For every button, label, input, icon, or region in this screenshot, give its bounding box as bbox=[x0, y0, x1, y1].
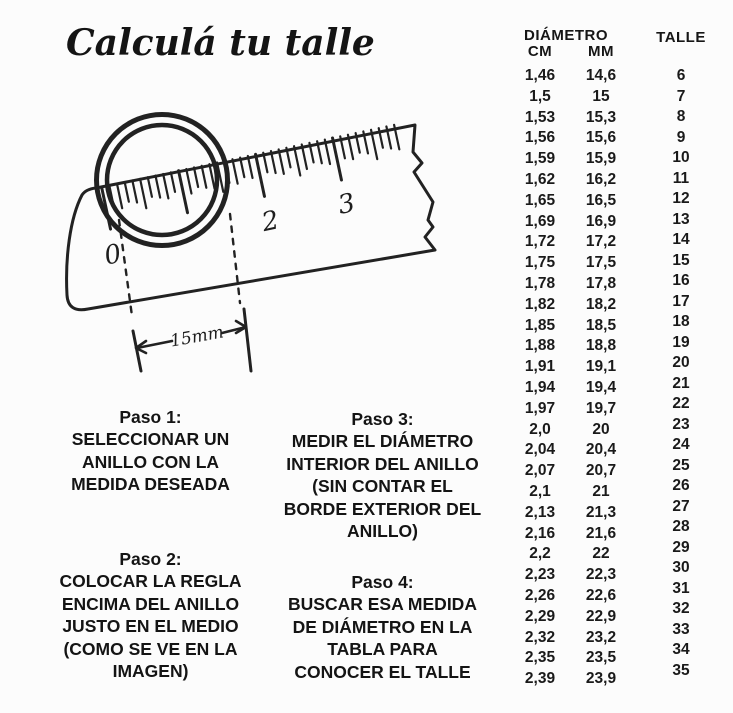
talle-value: 13 bbox=[672, 210, 690, 228]
mm-value: 18,5 bbox=[585, 316, 617, 334]
step-2-line: ENCIMA DEL ANILLO bbox=[61, 593, 240, 614]
cm-value: 1,78 bbox=[524, 274, 556, 292]
step-3-line: BORDE EXTERIOR DEL bbox=[283, 498, 482, 519]
talle-value: 12 bbox=[672, 190, 690, 207]
mm-value: 15,3 bbox=[585, 108, 617, 126]
step-3-line: INTERIOR DEL ANILLO bbox=[286, 453, 479, 474]
mm-value: 17,2 bbox=[585, 233, 617, 251]
mm-value: 15,6 bbox=[585, 129, 617, 147]
mm-value: 16,5 bbox=[585, 191, 617, 209]
talle-value: 9 bbox=[676, 128, 686, 146]
talle-value: 14 bbox=[672, 231, 690, 248]
cm-value: 2,26 bbox=[524, 586, 556, 604]
cm-value: 2,07 bbox=[524, 462, 556, 480]
talle-value: 19 bbox=[672, 333, 690, 351]
talle-value: 7 bbox=[676, 87, 686, 105]
talle-rows bbox=[625, 66, 733, 681]
mm-value: 22,6 bbox=[585, 586, 617, 604]
talle-value: 31 bbox=[672, 579, 690, 597]
mm-value: 18,2 bbox=[585, 295, 617, 313]
step-4-line: CONOCER EL TALLE bbox=[294, 661, 471, 682]
mm-value: 20 bbox=[592, 420, 610, 438]
cm-value: 1,94 bbox=[524, 378, 556, 396]
mm-value: 17,5 bbox=[585, 254, 617, 272]
talle-value: 28 bbox=[672, 518, 690, 535]
measure-bar-right bbox=[244, 309, 251, 371]
talle-value: 18 bbox=[672, 313, 690, 330]
table-header-talle: TALLE bbox=[656, 29, 706, 46]
mm-value: 22,3 bbox=[585, 566, 617, 584]
cm-value: 2,16 bbox=[524, 524, 556, 542]
ruler-number-2: 2 bbox=[259, 205, 282, 239]
step-4-heading: Paso 4: bbox=[351, 572, 414, 592]
table-header-cm: CM bbox=[527, 43, 553, 60]
talle-value: 25 bbox=[672, 456, 690, 474]
table-header-mm: MM bbox=[588, 43, 614, 60]
cm-value: 2,04 bbox=[524, 441, 556, 459]
talle-value: 20 bbox=[672, 354, 690, 371]
table-subheaders bbox=[505, 43, 627, 60]
step-4-line: TABLA PARA bbox=[327, 639, 438, 660]
cm-value: 1,46 bbox=[524, 67, 556, 84]
cm-value: 1,72 bbox=[524, 233, 556, 251]
step-3-heading: Paso 3: bbox=[351, 409, 414, 429]
step-4-line: DE DIÁMETRO EN LA bbox=[292, 616, 473, 637]
step-1-line: SELECCIONAR UN bbox=[71, 429, 230, 450]
step-3-line: (SIN CONTAR EL bbox=[312, 476, 453, 497]
measure-label: 15mm bbox=[168, 322, 226, 352]
mm-value: 21 bbox=[592, 482, 610, 500]
step-3-line: ANILLO) bbox=[347, 521, 418, 542]
cm-value: 1,88 bbox=[524, 337, 556, 355]
cm-value: 2,29 bbox=[524, 607, 556, 625]
cm-value: 1,82 bbox=[524, 295, 556, 313]
talle-value: 16 bbox=[672, 272, 690, 289]
ruler-number-3: 3 bbox=[335, 188, 358, 221]
step-3 bbox=[260, 408, 505, 542]
cm-value: 2,0 bbox=[529, 420, 551, 438]
mm-value: 23,5 bbox=[585, 649, 617, 667]
step-1-heading: Paso 1: bbox=[119, 407, 182, 427]
talle-value: 10 bbox=[672, 149, 690, 166]
mm-value: 20,4 bbox=[585, 441, 617, 459]
talle-value: 6 bbox=[676, 67, 686, 84]
mm-value: 23,9 bbox=[585, 670, 617, 688]
cm-value: 1,75 bbox=[524, 254, 556, 272]
talle-value: 15 bbox=[672, 251, 690, 269]
step-1 bbox=[28, 406, 273, 496]
talle-value: 26 bbox=[672, 477, 690, 494]
step-1-line: ANILLO CON LA bbox=[81, 451, 220, 472]
step-3-line: MEDIR EL DIÁMETRO bbox=[291, 431, 474, 452]
step-4 bbox=[260, 571, 505, 683]
mm-value: 19,4 bbox=[585, 378, 617, 396]
cm-value: 2,35 bbox=[524, 649, 556, 667]
cm-value: 1,85 bbox=[524, 316, 556, 334]
ruler-number-0: 0 bbox=[101, 238, 125, 272]
mm-value: 19,7 bbox=[585, 399, 617, 417]
mm-value: 15 bbox=[592, 87, 610, 105]
talle-value: 24 bbox=[672, 436, 690, 453]
mm-value: 23,2 bbox=[585, 628, 617, 646]
mm-value: 21,3 bbox=[585, 503, 617, 521]
ring-outer bbox=[97, 115, 228, 246]
talle-value: 33 bbox=[672, 620, 690, 638]
mm-value: 16,2 bbox=[585, 170, 617, 188]
mm-value: 15,9 bbox=[585, 150, 617, 168]
talle-value: 27 bbox=[672, 497, 690, 515]
measurement-annotation bbox=[133, 309, 251, 371]
cm-value: 1,69 bbox=[524, 212, 556, 230]
mm-value: 22,9 bbox=[585, 607, 617, 625]
cm-value: 1,53 bbox=[524, 108, 556, 126]
dashed-guide-right bbox=[230, 214, 240, 303]
cm-value: 1,91 bbox=[524, 358, 556, 376]
talle-value: 29 bbox=[672, 538, 690, 556]
talle-value: 34 bbox=[672, 641, 690, 658]
cm-value: 1,56 bbox=[524, 129, 556, 147]
step-2 bbox=[28, 548, 273, 682]
talle-value: 8 bbox=[676, 108, 686, 125]
mm-value: 17,8 bbox=[585, 274, 617, 292]
talle-value: 21 bbox=[672, 374, 690, 392]
talle-value: 32 bbox=[672, 600, 690, 617]
mm-value: 21,6 bbox=[585, 524, 617, 542]
cm-value: 1,59 bbox=[524, 150, 556, 168]
cm-value: 2,32 bbox=[524, 628, 556, 646]
talle-value: 30 bbox=[672, 559, 690, 576]
talle-value: 17 bbox=[672, 292, 690, 310]
cm-value: 2,2 bbox=[529, 545, 551, 563]
mm-value: 14,6 bbox=[585, 67, 617, 84]
cm-value: 2,23 bbox=[524, 566, 556, 584]
cm-value: 1,5 bbox=[529, 87, 551, 105]
cm-value: 1,62 bbox=[524, 170, 556, 188]
table-header-diametro: DIÁMETRO bbox=[524, 27, 608, 44]
cm-value: 1,97 bbox=[524, 399, 556, 417]
cm-value: 2,39 bbox=[524, 670, 556, 688]
cm-value: 2,13 bbox=[524, 503, 556, 521]
ruler-ring-illustration bbox=[40, 90, 460, 390]
step-4-line: BUSCAR ESA MEDIDA bbox=[288, 594, 477, 615]
talle-value: 35 bbox=[672, 661, 690, 679]
mm-value: 18,8 bbox=[585, 337, 617, 355]
talle-value: 11 bbox=[672, 169, 690, 187]
mm-value: 16,9 bbox=[585, 212, 617, 230]
cm-value: 1,65 bbox=[524, 191, 556, 209]
cm-value: 2,1 bbox=[529, 482, 551, 500]
ring-inner bbox=[107, 125, 217, 235]
mm-value: 22 bbox=[592, 545, 610, 563]
diameter-rows bbox=[505, 66, 627, 690]
mm-value: 20,7 bbox=[585, 462, 617, 480]
page-title: Calculá tu talle bbox=[66, 22, 375, 64]
step-2-heading: Paso 2: bbox=[119, 549, 182, 569]
talle-value: 23 bbox=[672, 415, 690, 433]
step-2-line: COLOCAR LA REGLA bbox=[59, 571, 242, 592]
step-1-line: MEDIDA DESEADA bbox=[71, 474, 230, 495]
step-2-line: (COMO SE VE EN LA bbox=[63, 638, 238, 659]
step-2-line: JUSTO EN EL MEDIO bbox=[62, 616, 239, 637]
talle-value: 22 bbox=[672, 395, 690, 412]
mm-value: 19,1 bbox=[585, 358, 617, 376]
ruler-ticks bbox=[102, 125, 403, 229]
step-2-line: IMAGEN) bbox=[112, 661, 189, 682]
